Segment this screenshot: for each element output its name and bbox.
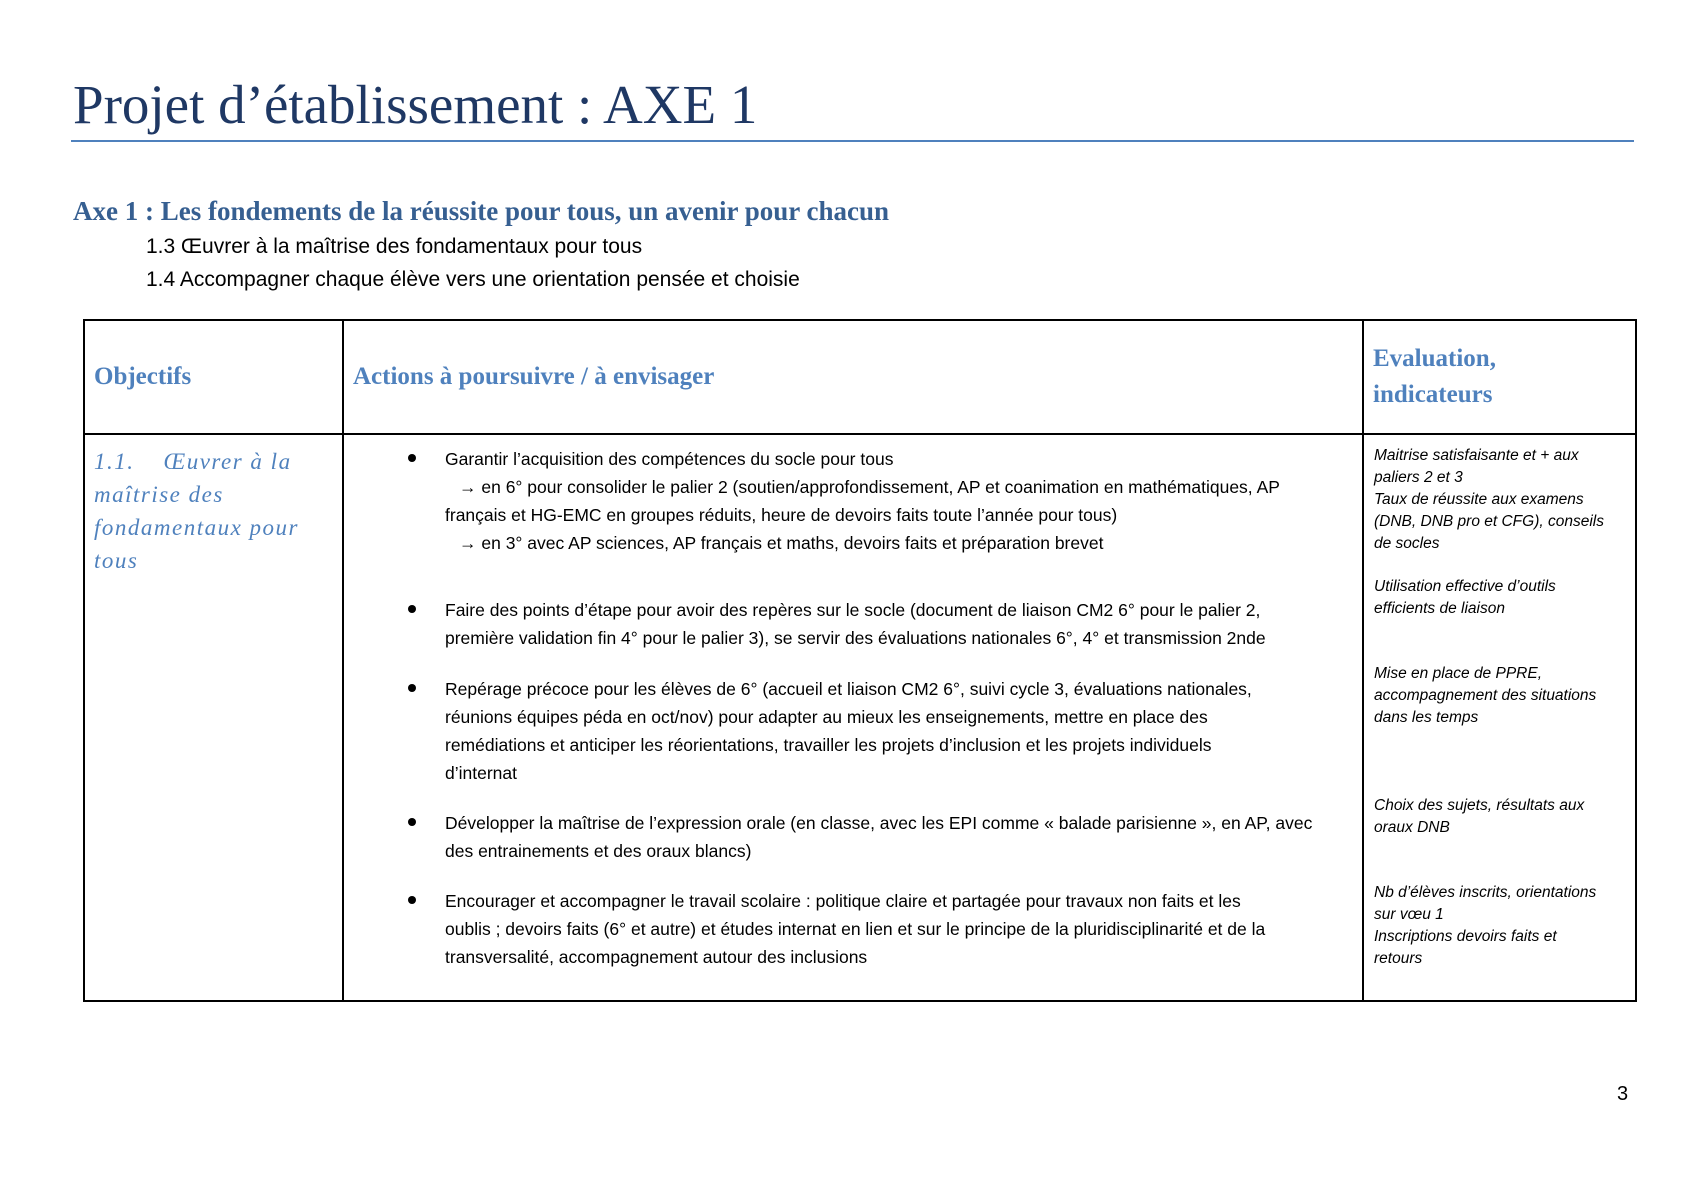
evaluation-line: oraux DNB	[1374, 819, 1450, 836]
axis-item-1-3: 1.3 Œuvrer à la maîtrise des fondamentaux pour tous	[146, 235, 643, 258]
evaluation-line: Maitrise satisfaisante et + aux	[1374, 447, 1579, 464]
action-line: → en 6° pour consolider le palier 2 (soutien/approfondissement, AP et coanimation en mathématiques, AP	[459, 477, 1280, 497]
evaluation-line: retours	[1374, 950, 1423, 967]
bullet-icon	[408, 818, 416, 826]
evaluation-line: Mise en place de PPRE,	[1374, 665, 1543, 682]
action-line: réunions équipes péda en oct/nov) pour adapter au mieux les enseignements, mettre en place des	[445, 707, 1208, 727]
bullet-icon	[408, 684, 416, 692]
evaluation-line: paliers 2 et 3	[1374, 469, 1463, 486]
evaluation-line: Inscriptions devoirs faits et	[1374, 928, 1557, 945]
objective-text	[94, 445, 334, 577]
evaluation-line: dans les temps	[1374, 709, 1479, 726]
objectives-table	[83, 319, 1637, 1002]
action-line: français et HG-EMC en groupes réduits, heure de devoirs faits toute l’année pour tous)	[445, 505, 1118, 525]
header-evaluation	[1363, 320, 1636, 434]
axis-item-1-4: 1.4 Accompagner chaque élève vers une orientation pensée et choisie	[146, 268, 800, 291]
evaluation-line: Choix des sujets, résultats aux	[1374, 797, 1585, 814]
objective-line: 1.1. Œuvrer à la	[94, 449, 292, 474]
evaluation-cell	[1363, 434, 1636, 1001]
evaluation-line: efficients de liaison	[1374, 600, 1505, 617]
action-line: d’internat	[445, 763, 517, 783]
table-row	[84, 434, 1636, 1001]
objective-cell	[84, 434, 343, 1001]
table-header-row	[84, 320, 1636, 434]
evaluation-line: Taux de réussite aux examens	[1374, 491, 1584, 508]
title-underline	[71, 140, 1634, 142]
bullet-icon	[408, 454, 416, 462]
header-objectives: Objectifs	[84, 320, 343, 434]
action-line: Garantir l’acquisition des compétences du socle pour tous	[445, 449, 894, 469]
objective-line: maîtrise des	[94, 482, 224, 507]
bullet-icon	[408, 896, 416, 904]
evaluation-line: (DNB, DNB pro et CFG), conseils	[1374, 513, 1604, 530]
action-line: première validation fin 4° pour le palier 3), se servir des évaluations nationales 6°, 4° et transmission 2nde	[445, 628, 1266, 648]
evaluation-line: Utilisation effective d’outils	[1374, 578, 1556, 595]
action-line: → en 3° avec AP sciences, AP français et maths, devoirs faits et préparation brevet	[459, 533, 1104, 553]
header-evaluation-line: Evaluation,	[1373, 345, 1496, 372]
action-line: Encourager et accompagner le travail scolaire : politique claire et partagée pour travaux non faits et les	[445, 891, 1241, 911]
axis-heading: Axe 1 : Les fondements de la réussite pour tous, un avenir pour chacun	[73, 196, 890, 226]
page-title: Projet d’établissement : AXE 1	[73, 74, 758, 135]
action-line: transversalité, accompagnement autour des inclusions	[445, 947, 868, 967]
evaluation-line: accompagnement des situations	[1374, 687, 1597, 704]
action-line: Repérage précoce pour les élèves de 6° (accueil et liaison CM2 6°, suivi cycle 3, évaluations nationales,	[445, 679, 1252, 699]
objective-line: fondamentaux pour	[94, 515, 300, 540]
action-line: des entrainements et des oraux blancs)	[445, 841, 752, 861]
objective-line: tous	[94, 548, 139, 573]
action-line: oublis ; devoirs faits (6° et autre) et études internat en lien et sur le principe de la pluridisciplinarité et de la	[445, 919, 1266, 939]
evaluation-line: de socles	[1374, 535, 1440, 552]
page-number: 3	[1617, 1083, 1629, 1105]
action-line: Développer la maîtrise de l’expression orale (en classe, avec les EPI comme « balade parisienne », en AP, avec	[445, 813, 1313, 833]
action-line: Faire des points d’étape pour avoir des repères sur le socle (document de liaison CM2 6° pour le palier 2,	[445, 600, 1261, 620]
evaluation-line: sur vœu 1	[1374, 906, 1444, 923]
action-line: remédiations et anticiper les réorientations, travailler les projets d’inclusion et les projets individuels	[445, 735, 1212, 755]
header-actions: Actions à poursuivre / à envisager	[343, 320, 1363, 434]
header-evaluation-line: indicateurs	[1373, 381, 1493, 408]
evaluation-line: Nb d’élèves inscrits, orientations	[1374, 884, 1597, 901]
bullet-icon	[408, 605, 416, 613]
actions-cell	[343, 434, 1363, 1001]
